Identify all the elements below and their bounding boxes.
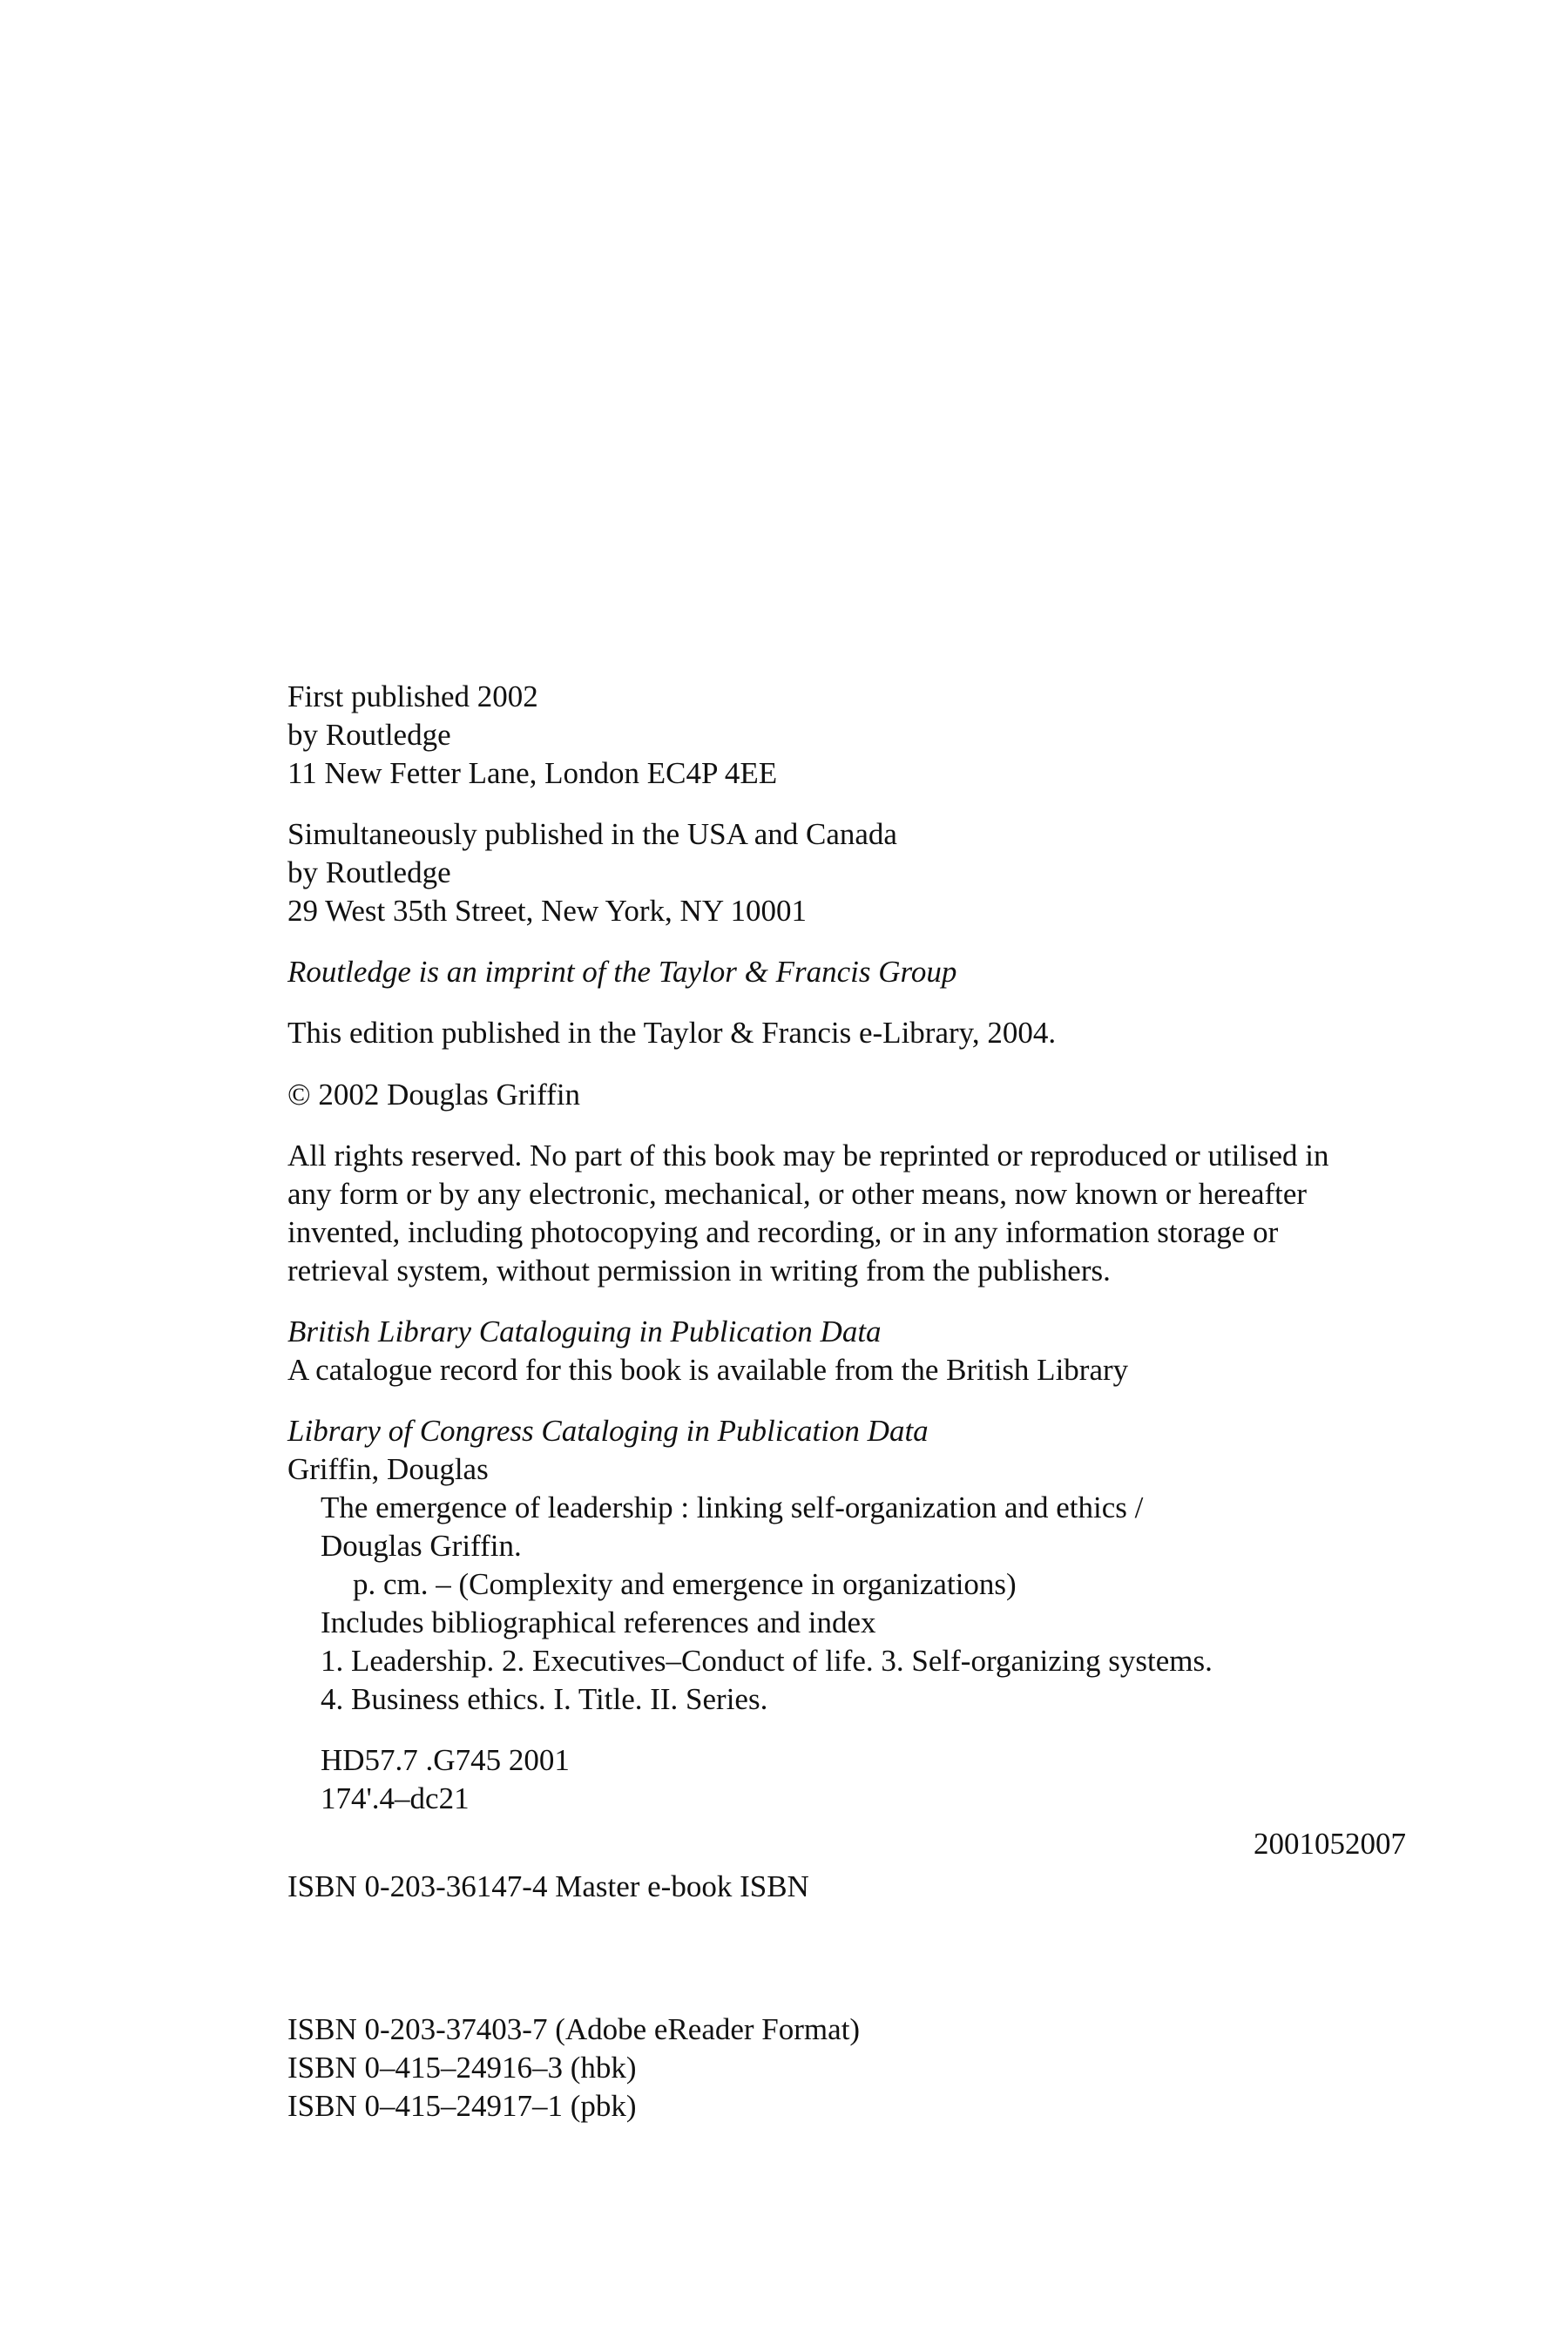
loc-title-line-1: The emergence of leadership : linking self-organization and ethics / xyxy=(321,1490,1144,1524)
isbn-master: ISBN 0-203-36147-4 Master e-book ISBN xyxy=(287,1869,809,1903)
edition-note: This edition published in the Taylor & Francis e-Library, 2004. xyxy=(287,1016,1057,1050)
loc-includes: Includes bibliographical references and index xyxy=(321,1605,876,1639)
loc-dewey: 174'.4–dc21 xyxy=(321,1781,470,1815)
loc-control-number: 2001052007 xyxy=(1254,1827,1406,1861)
loc-heading: Library of Congress Cataloging in Publication Data xyxy=(287,1414,929,1448)
simultaneous-publication: Simultaneously published in the USA and Canada xyxy=(287,817,897,851)
isbn-hbk: ISBN 0–415–24916–3 (hbk) xyxy=(287,2051,637,2085)
publisher-address: 11 New Fetter Lane, London EC4P 4EE xyxy=(287,756,778,790)
us-publisher-address: 29 West 35th Street, New York, NY 10001 xyxy=(287,894,808,928)
loc-series-line: p. cm. – (Complexity and emergence in organizations) xyxy=(353,1567,1017,1601)
loc-author: Griffin, Douglas xyxy=(287,1452,489,1486)
rights-line-4: retrieval system, without permission in writing from the publishers. xyxy=(287,1254,1111,1288)
loc-call-number: HD57.7 .G745 2001 xyxy=(321,1743,570,1777)
us-publisher-name: by Routledge xyxy=(287,855,451,889)
imprint-note: Routledge is an imprint of the Taylor & Francis Group xyxy=(287,955,957,989)
loc-title-line-2: Douglas Griffin. xyxy=(321,1529,522,1563)
isbn-pbk: ISBN 0–415–24917–1 (pbk) xyxy=(287,2089,637,2123)
first-published: First published 2002 xyxy=(287,679,538,713)
isbn-adobe: ISBN 0-203-37403-7 (Adobe eReader Format) xyxy=(287,2012,861,2046)
rights-line-3: invented, including photocopying and recording, or in any information storage or xyxy=(287,1215,1279,1249)
rights-line-1: All rights reserved. No part of this book may be reprinted or reproduced or utilised in xyxy=(287,1139,1329,1173)
publisher-name: by Routledge xyxy=(287,718,451,752)
loc-subjects-line-1: 1. Leadership. 2. Executives–Conduct of life. 3. Self-organizing systems. xyxy=(321,1644,1213,1678)
british-library-text: A catalogue record for this book is available from the British Library xyxy=(287,1353,1129,1387)
rights-line-2: any form or by any electronic, mechanical, or other means, now known or hereafter xyxy=(287,1177,1308,1211)
copyright-notice: © 2002 Douglas Griffin xyxy=(287,1078,581,1112)
british-library-heading: British Library Cataloguing in Publication Data xyxy=(287,1315,882,1348)
loc-subjects-line-2: 4. Business ethics. I. Title. II. Series. xyxy=(321,1682,768,1716)
